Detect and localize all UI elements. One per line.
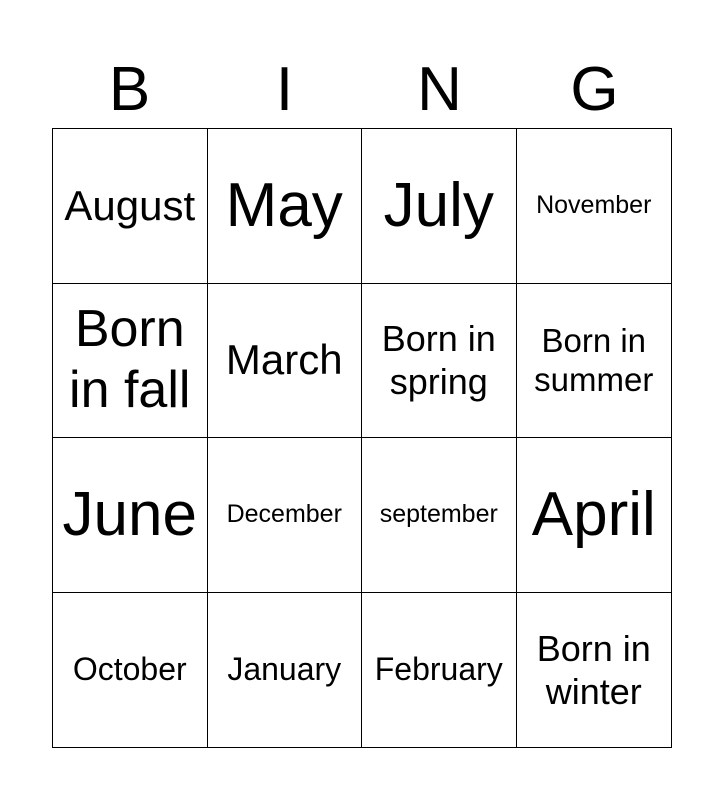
header-letter-b: B	[108, 55, 151, 124]
cell-label: April	[531, 479, 656, 549]
bingo-cell-r4-c4[interactable]	[517, 593, 672, 748]
bingo-cell-r2-c1[interactable]	[53, 284, 208, 439]
cell-label: Born in summer	[534, 321, 654, 399]
cell-label: October	[72, 651, 187, 688]
bingo-cell-r2-c4[interactable]	[517, 284, 672, 439]
cell-label: May	[225, 170, 343, 240]
bingo-cell-r1-c3[interactable]	[362, 129, 517, 284]
header-letter-g: G	[570, 55, 619, 124]
bingo-cell-r4-c1[interactable]	[53, 593, 208, 748]
bingo-cell-r3-c3[interactable]	[362, 438, 517, 593]
cell-label: November	[536, 191, 652, 219]
cell-label: December	[226, 500, 342, 528]
cell-label: Born in spring	[381, 318, 496, 403]
bingo-cell-r3-c4[interactable]	[517, 438, 672, 593]
bingo-header	[52, 52, 672, 128]
cell-label: August	[64, 181, 196, 229]
cell-label: March	[225, 336, 343, 384]
bingo-cell-r4-c3[interactable]	[362, 593, 517, 748]
cell-label: July	[383, 170, 494, 240]
bingo-cell-r3-c2[interactable]	[208, 438, 363, 593]
cell-label: February	[374, 651, 503, 688]
bingo-cell-r4-c2[interactable]	[208, 593, 363, 748]
cell-label: January	[227, 651, 342, 688]
cell-label: Born in winter	[536, 627, 651, 712]
cell-label: June	[62, 479, 197, 549]
cell-label: september	[379, 500, 498, 528]
bingo-cell-r2-c3[interactable]	[362, 284, 517, 439]
header-letter-i: I	[275, 55, 294, 124]
bingo-cell-r1-c1[interactable]	[53, 129, 208, 284]
bingo-cell-r1-c4[interactable]	[517, 129, 672, 284]
bingo-board	[52, 128, 672, 748]
bingo-cell-r2-c2[interactable]	[208, 284, 363, 439]
bingo-cell-r1-c2[interactable]	[208, 129, 363, 284]
header-letter-n: N	[417, 55, 462, 124]
bingo-cell-r3-c1[interactable]	[53, 438, 208, 593]
cell-label: Born in fall	[69, 299, 191, 420]
